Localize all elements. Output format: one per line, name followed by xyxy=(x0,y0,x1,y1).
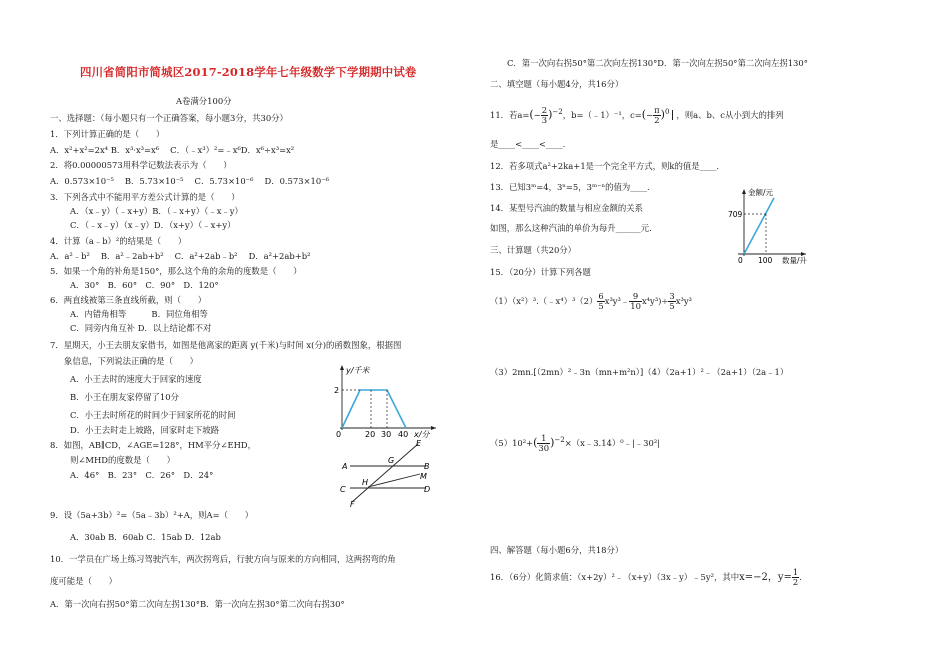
q10-options-cd: C．第一次向右拐50°第二次向左拐130°D．第一次向左拐50°第二次向左拐130° xyxy=(507,58,808,68)
q7-option-d: D．小王去时走上坡路，回家时走下坡路 xyxy=(70,425,220,435)
q2-stem: 2．将0.00000573用科学记数法表示为（ ） xyxy=(50,160,232,170)
q7-x-tick-30: 30 xyxy=(381,430,392,438)
q7-stem-line1: 7．星期天，小王去朋友家借书，如图是他离家的距离 y(千米)与时间 x(分)的函数图象，根据图 xyxy=(50,340,402,350)
q8-options: A．46° B．23° C．26° D．24° xyxy=(70,470,214,480)
q4-stem: 4．计算（a﹣b）²的结果是（ ） xyxy=(50,236,187,246)
q6-options-cd: C．同旁内角互补 D．以上结论都不对 xyxy=(70,323,212,333)
section-1-heading: 一、选择题：（每小题只有一个正确答案，每小题3分，共30分） xyxy=(50,113,288,123)
q14-graph-line xyxy=(744,198,774,254)
q8-stem-line1: 8．如图，AB∥CD，∠AGE=128°，HM平分∠EHD， xyxy=(50,440,256,450)
q7-y-label: y/千米 xyxy=(346,366,370,375)
label-m: M xyxy=(420,472,427,481)
q14-y-label: 金额/元 xyxy=(748,188,774,197)
q12-stem: 12．若多项式a²+2ka+1是一个完全平方式，则k的值是____. xyxy=(490,161,720,171)
q15-part-5-prefix: （5）10²+ xyxy=(490,437,534,448)
label-c: C xyxy=(340,485,346,494)
label-f: F xyxy=(350,500,355,508)
q14-x-tick: 100 xyxy=(758,256,773,265)
q14-stem-line2: 如图，那么这种汽油的单价为每升______元. xyxy=(490,223,652,233)
q16-x-value: x=−2，y= xyxy=(739,572,792,583)
q7-option-a: A．小王去时的速度大于回家的速度 xyxy=(70,374,202,384)
q15-part-1: （1）（x²）³.（﹣x⁴）³（2） xyxy=(490,296,598,306)
q3-stem: 3．下列各式中不能用平方差公式计算的是（ ） xyxy=(50,192,240,202)
label-a: A xyxy=(342,462,348,471)
q7-y-arrow xyxy=(340,365,344,370)
q13-stem: 13．已知3ᵐ=4，3ⁿ=5，3ᵐ⁻ⁿ的值为____. xyxy=(490,182,650,192)
q11-stem: 11．若a=(− $\frac{2}{3}$ )$^{-2}$，b=（﹣1）⁻¹，c=(− $\frac{\pi}{2}$ )$^0$ ，则a、b、c从小到大的排列 xyxy=(490,104,784,125)
q7-option-b: B．小王在朋友家停留了10分 xyxy=(70,392,179,402)
q10-stem-line2: 度可能是（ ） xyxy=(50,576,117,586)
q7-x-tick-40: 40 xyxy=(398,430,409,438)
q9-stem: 9．设（5a+3b）²=（5a﹣3b）²+A，则A=（ ） xyxy=(50,510,254,520)
q9-options: A．30ab B．60ab C．15ab D．12ab xyxy=(70,532,221,542)
q14-y-arrow xyxy=(742,189,746,194)
section-3-heading: 三、计算题（共20分） xyxy=(490,245,577,255)
q4-options: A．a²﹣b² B．a²﹣2ab+b² C．a²+2ab﹣b² D．a²+2ab+b² xyxy=(50,251,311,261)
section-4-heading: 四、解答题（每小题6分，共18分） xyxy=(490,545,624,555)
q11-c-fraction: $\frac{\pi}{2}$ xyxy=(654,104,660,125)
q6-stem: 6．两直线被第三条直线所截，则（ ） xyxy=(50,295,207,305)
label-h: H xyxy=(362,478,369,487)
q5-options: A．30° B．60° C．90° D．120° xyxy=(70,280,219,290)
q16-y-fraction: $\frac{1}{2}$ xyxy=(792,567,799,587)
q14-fuel-price-graph xyxy=(728,184,824,266)
line-ef xyxy=(352,444,418,502)
q7-x-tick-20: 20 xyxy=(365,430,376,438)
label-b: B xyxy=(424,462,430,471)
q7-stem-line2: 象信息，下列说法正确的是（ ） xyxy=(64,356,198,366)
q3-options-cd: C．（﹣x﹣y）（x﹣y）D．（x+y）（﹣x+y） xyxy=(70,220,236,230)
q5-stem: 5．如果一个角的补角是150°，那么这个角的余角的度数是（ ） xyxy=(50,266,302,276)
q11-suffix: ，则a、b、c从小到大的排列 xyxy=(676,109,784,120)
q11-a-fraction: $\frac{2}{3}$ xyxy=(541,104,548,125)
q11-middle: ，b=（﹣1）⁻¹，c= xyxy=(562,109,642,120)
q10-stem-line1: 10．一学员在广场上练习驾驶汽车，两次拐弯后，行驶方向与原来的方向相同，这两拐弯的角 xyxy=(50,554,396,564)
label-d: D xyxy=(424,485,431,494)
label-e: E xyxy=(416,439,422,448)
q15-part-1-2: （1）（x²）³.（﹣x⁴）³（2） $\frac{6}{5}$ x³y³﹣ $\frac{9}{10}$ x⁴y³)÷ $\frac{3}{5}$ x³y³ xyxy=(490,291,692,311)
q15-part-3-4: （3）2mn.[（2mn）²﹣3n（mn+m²n）]（4）（2a+1）²﹣（2a+1）（2a﹣1） xyxy=(490,367,789,377)
q3-options-ab: A．（x﹣y）（﹣x+y）B．（﹣x+y）（﹣x﹣y） xyxy=(70,206,243,216)
q1-options: A．x²+x²=2x⁴ B．x³·x³=x⁶ C．（﹣x³）²=﹣x⁶D．x⁶÷x³=x² xyxy=(50,145,295,155)
q7-x-label: x/分 xyxy=(414,430,430,438)
q16-text: 16．（6分）化简求值：（x+2y）²﹣（x+y）（3x﹣y）﹣5y²，其中 xyxy=(490,572,740,582)
q7-y-tick: 2 xyxy=(334,386,340,395)
section-2-heading: 二、填空题（每小题4分，共16分） xyxy=(490,79,624,89)
q7-graph-line xyxy=(342,390,406,428)
q2-options: A．0.573×10⁻⁵ B．5.73×10⁻⁵ C．5.73×10⁻⁶ D．0.573×10⁻⁶ xyxy=(50,176,329,186)
q14-origin: 0 xyxy=(738,256,743,265)
q8-parallel-lines-figure xyxy=(338,436,438,508)
q15-part-5-suffix: ×（x﹣3.14）⁰﹣|﹣30²| xyxy=(564,437,660,448)
subtitle: A卷满分100分 xyxy=(176,96,232,106)
q14-x-label: 数量/升 xyxy=(782,256,808,265)
q11-prefix: 11．若a= xyxy=(490,109,530,120)
q11-line2: 是____<____<____. xyxy=(490,139,566,149)
q10-options-ab: A．第一次向右拐50°第二次向左拐130°B．第一次向左拐30°第二次向右拐30° xyxy=(50,599,345,609)
q7-distance-time-graph xyxy=(328,362,440,438)
q6-options-ab: A．内错角相等 B．同位角相等 xyxy=(70,309,208,319)
q7-origin: 0 xyxy=(336,430,342,438)
q16-stem: 16．（6分）化简求值：（x+2y）²﹣（x+y）（3x﹣y）﹣5y²，其中x=−2，y= $\frac{1}{2}$ . xyxy=(490,567,802,587)
q14-stem-line1: 14．某型号汽油的数量与相应金额的关系 xyxy=(490,203,644,213)
q15-part-5: （5）10²+( $\frac{1}{30}$ )$^{-2}$×（x﹣3.14）⁰﹣|﹣30²| xyxy=(490,432,660,453)
q7-x-arrow xyxy=(431,426,436,430)
q14-y-tick: 709 xyxy=(728,210,743,219)
q15-part-5-fraction: $\frac{1}{30}$ xyxy=(538,432,550,453)
q7-option-c: C．小王去时所花的时间少于回家所花的时间 xyxy=(70,410,236,420)
q1-stem: 1．下列计算正确的是（ ） xyxy=(50,129,165,139)
q8-stem-line2: 则∠MHD的度数是（ ） xyxy=(70,455,175,465)
q15-stem: 15．（20分）计算下列各题 xyxy=(490,267,591,277)
page-title: 四川省简阳市简城区2017-2018学年七年级数学下学期期中试卷 xyxy=(80,65,417,79)
label-g: G xyxy=(388,456,395,465)
